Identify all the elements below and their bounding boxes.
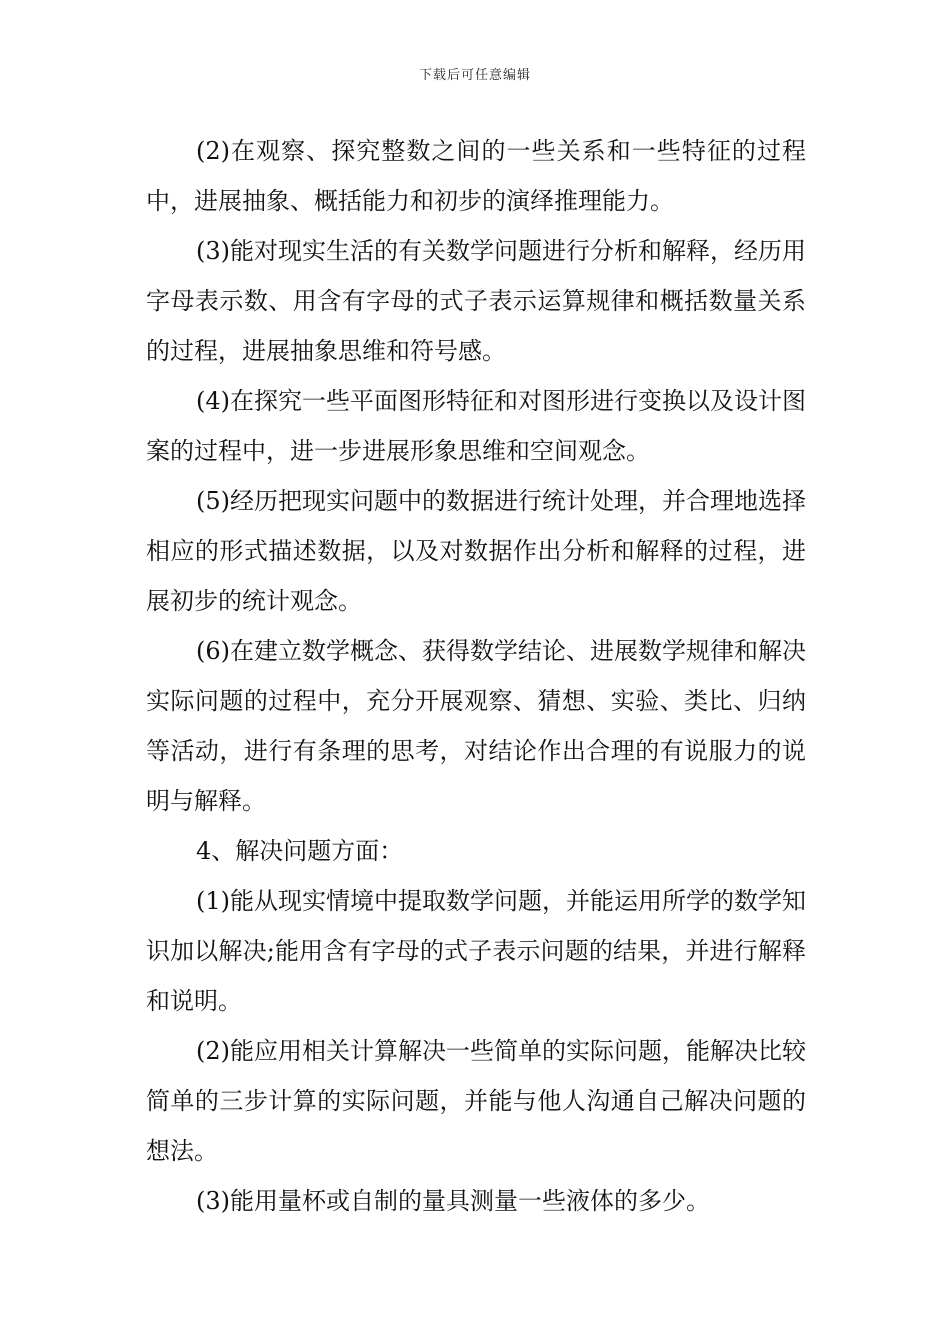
section-heading-problem-solving: 4、解决问题方面： bbox=[196, 837, 404, 865]
paragraph-2-apply-calculation: (2)能应用相关计算解决一些简单的实际问题，能解决比较简单的三步计算的实际问题，并能与他人沟通自己解决问题的想法。 bbox=[146, 1037, 806, 1165]
paragraph-1-extract-problems: (1)能从现实情境中提取数学问题，并能运用所学的数学知识加以解决;能用含有字母的式子表示问题的结果，并进行解释和说明。 bbox=[146, 887, 806, 1015]
paragraph-2-abstraction: (2)在观察、探究整数之间的一些关系和一些特征的过程中，进展抽象、概括能力和初步的演绎推理能力。 bbox=[146, 137, 806, 215]
paragraph-3-real-life-problems: (3)能对现实生活的有关数学问题进行分析和解释，经历用字母表示数、用含有字母的式子表示运算规律和概括数量关系的过程，进展抽象思维和符号感。 bbox=[146, 237, 806, 365]
paragraph-3-measure-liquid: (3)能用量杯或自制的量具测量一些液体的多少。 bbox=[196, 1187, 710, 1215]
document-body bbox=[146, 126, 806, 1226]
paragraph-5-statistics: (5)经历把现实问题中的数据进行统计处理，并合理地选择相应的形式描述数据，以及对数据作出分析和解释的过程，进展初步的统计观念。 bbox=[146, 487, 806, 615]
page-header-note: 下载后可任意编辑 bbox=[418, 68, 531, 83]
paragraph-4-geometry: (4)在探究一些平面图形特征和对图形进行变换以及设计图案的过程中，进一步进展形象思维和空间观念。 bbox=[146, 387, 806, 465]
paragraph-6-reasoning: (6)在建立数学概念、获得数学结论、进展数学规律和解决实际问题的过程中，充分开展观察、猜想、实验、类比、归纳等活动，进行有条理的思考，对结论作出合理的有说服力的说明与解释。 bbox=[146, 637, 806, 815]
